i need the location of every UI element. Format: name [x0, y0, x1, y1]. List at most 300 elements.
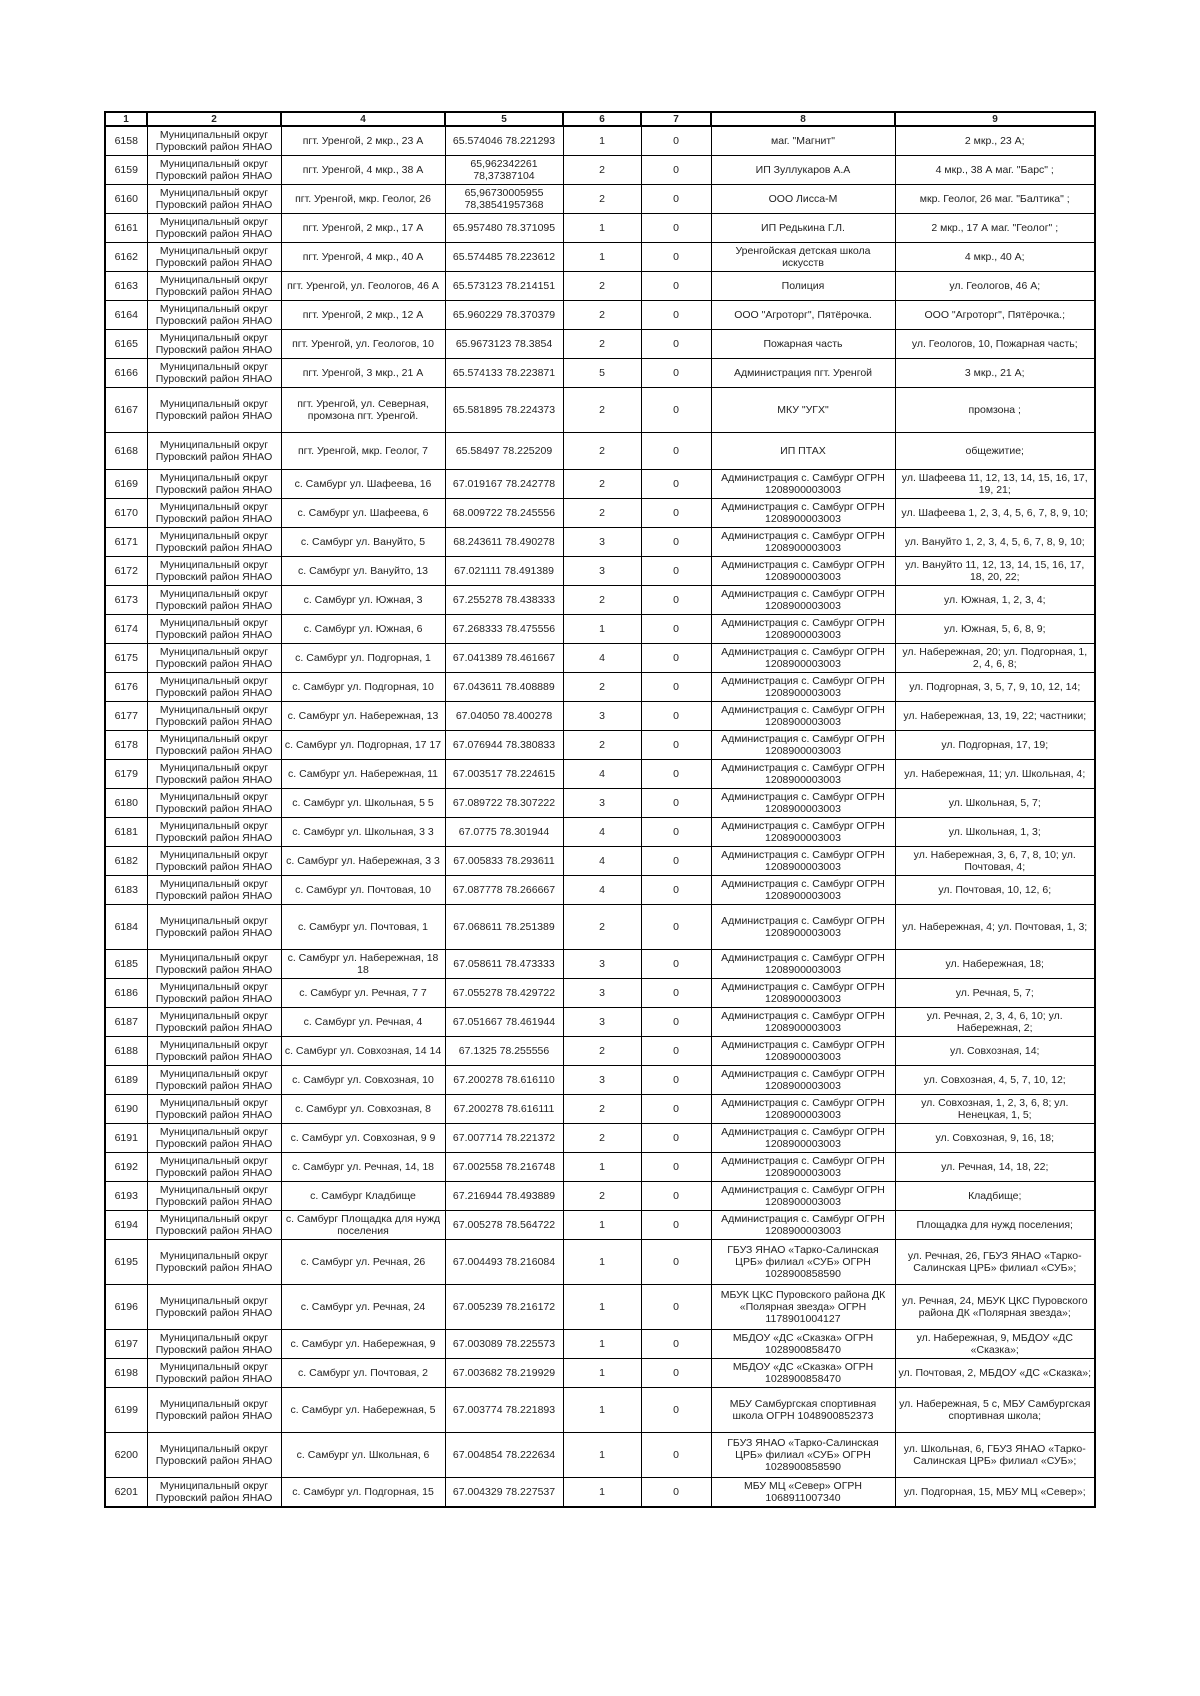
cell-municipality: Муниципальный округ Пуровский район ЯНАО [147, 702, 281, 731]
table-row [105, 214, 1095, 243]
cell-served-objects: ул. Геологов, 10, Пожарная часть; [895, 330, 1095, 359]
cell-served-objects: мкр. Геолог, 26 маг. "Балтика" ; [895, 185, 1095, 214]
cell-number: 6196 [105, 1285, 147, 1330]
cell-number: 6165 [105, 330, 147, 359]
cell-column-7: 0 [641, 214, 711, 243]
cell-column-7: 0 [641, 1240, 711, 1285]
cell-served-objects: ул. Подгорная, 15, МБУ МЦ «Север»; [895, 1478, 1095, 1508]
table-row [105, 1211, 1095, 1240]
cell-organization: Администрация с. Самбург ОГРН 1208900003003 [711, 876, 895, 905]
table-row [105, 979, 1095, 1008]
cell-served-objects: ул. Набережная, 3, 6, 7, 8, 10; ул. Почтовая, 4; [895, 847, 1095, 876]
table-row [105, 433, 1095, 470]
cell-column-6: 3 [563, 789, 641, 818]
cell-municipality: Муниципальный округ Пуровский район ЯНАО [147, 528, 281, 557]
cell-organization: Администрация с. Самбург ОГРН 1208900003003 [711, 673, 895, 702]
table-row [105, 586, 1095, 615]
cell-municipality: Муниципальный округ Пуровский район ЯНАО [147, 1153, 281, 1182]
cell-served-objects: 2 мкр., 17 А маг. "Геолог" ; [895, 214, 1095, 243]
cell-municipality: Муниципальный округ Пуровский район ЯНАО [147, 359, 281, 388]
cell-municipality: Муниципальный округ Пуровский район ЯНАО [147, 818, 281, 847]
cell-organization: Уренгойская детская школа искусств [711, 243, 895, 272]
cell-municipality: Муниципальный округ Пуровский район ЯНАО [147, 731, 281, 760]
cell-number: 6187 [105, 1008, 147, 1037]
cell-organization: Администрация с. Самбург ОГРН 1208900003003 [711, 528, 895, 557]
cell-column-6: 1 [563, 1211, 641, 1240]
cell-address: с. Самбург ул. Речная, 26 [281, 1240, 445, 1285]
cell-coordinates: 65.957480 78.371095 [445, 214, 563, 243]
table-row [105, 470, 1095, 499]
cell-served-objects: 3 мкр., 21 А; [895, 359, 1095, 388]
cell-municipality: Муниципальный округ Пуровский район ЯНАО [147, 1433, 281, 1478]
cell-column-6: 1 [563, 126, 641, 156]
header-row [105, 112, 1095, 126]
cell-number: 6173 [105, 586, 147, 615]
cell-column-6: 2 [563, 330, 641, 359]
cell-column-7: 0 [641, 1008, 711, 1037]
cell-number: 6172 [105, 557, 147, 586]
cell-column-6: 2 [563, 272, 641, 301]
cell-number: 6163 [105, 272, 147, 301]
cell-address: с. Самбург ул. Набережная, 9 [281, 1330, 445, 1359]
cell-coordinates: 67.04050 78.400278 [445, 702, 563, 731]
cell-organization: Пожарная часть [711, 330, 895, 359]
cell-number: 6194 [105, 1211, 147, 1240]
cell-column-6: 3 [563, 1066, 641, 1095]
cell-number: 6166 [105, 359, 147, 388]
cell-column-7: 0 [641, 673, 711, 702]
cell-address: с. Самбург ул. Школьная, 6 [281, 1433, 445, 1478]
cell-address: с. Самбург ул. Южная, 3 [281, 586, 445, 615]
table-body [105, 126, 1095, 1507]
cell-coordinates: 67.002558 78.216748 [445, 1153, 563, 1182]
cell-column-6: 1 [563, 214, 641, 243]
table-row [105, 1124, 1095, 1153]
cell-column-6: 2 [563, 499, 641, 528]
table-row [105, 731, 1095, 760]
cell-column-6: 2 [563, 156, 641, 185]
cell-served-objects: ул. Речная, 14, 18, 22; [895, 1153, 1095, 1182]
cell-municipality: Муниципальный округ Пуровский район ЯНАО [147, 615, 281, 644]
header-cell-8: 9 [895, 112, 1095, 126]
cell-column-7: 0 [641, 156, 711, 185]
cell-served-objects: ул. Совхозная, 1, 2, 3, 6, 8; ул. Ненецкая, 1, 5; [895, 1095, 1095, 1124]
cell-column-6: 4 [563, 818, 641, 847]
cell-served-objects: ул. Набережная, 11; ул. Школьная, 4; [895, 760, 1095, 789]
cell-organization: ООО Лисса-М [711, 185, 895, 214]
table-row [105, 388, 1095, 433]
cell-column-7: 0 [641, 528, 711, 557]
cell-address: с. Самбург ул. Совхозная, 9 9 [281, 1124, 445, 1153]
cell-address: пгт. Уренгой, 3 мкр., 21 А [281, 359, 445, 388]
cell-column-7: 0 [641, 243, 711, 272]
cell-column-6: 4 [563, 876, 641, 905]
cell-column-7: 0 [641, 702, 711, 731]
cell-organization: Администрация с. Самбург ОГРН 1208900003003 [711, 470, 895, 499]
cell-municipality: Муниципальный округ Пуровский район ЯНАО [147, 185, 281, 214]
cell-column-6: 3 [563, 979, 641, 1008]
cell-column-6: 3 [563, 528, 641, 557]
cell-organization: Администрация с. Самбург ОГРН 1208900003003 [711, 847, 895, 876]
cell-column-6: 4 [563, 760, 641, 789]
table-row [105, 905, 1095, 950]
cell-served-objects: ул. Школьная, 1, 3; [895, 818, 1095, 847]
cell-number: 6186 [105, 979, 147, 1008]
cell-organization: Администрация с. Самбург ОГРН 1208900003003 [711, 760, 895, 789]
cell-coordinates: 65.574046 78.221293 [445, 126, 563, 156]
cell-column-6: 1 [563, 1388, 641, 1433]
cell-served-objects: 2 мкр., 23 А; [895, 126, 1095, 156]
cell-organization: маг. "Магнит" [711, 126, 895, 156]
cell-coordinates: 67.200278 78.616111 [445, 1095, 563, 1124]
table-row [105, 330, 1095, 359]
cell-address: с. Самбург ул. Шафеева, 16 [281, 470, 445, 499]
cell-municipality: Муниципальный округ Пуровский район ЯНАО [147, 301, 281, 330]
cell-address: с. Самбург ул. Набережная, 11 [281, 760, 445, 789]
cell-coordinates: 67.076944 78.380833 [445, 731, 563, 760]
cell-municipality: Муниципальный округ Пуровский район ЯНАО [147, 272, 281, 301]
cell-column-7: 0 [641, 1124, 711, 1153]
cell-column-7: 0 [641, 330, 711, 359]
table-row [105, 1008, 1095, 1037]
cell-organization: Администрация с. Самбург ОГРН 1208900003003 [711, 1037, 895, 1066]
cell-coordinates: 67.058611 78.473333 [445, 950, 563, 979]
table-row [105, 359, 1095, 388]
cell-coordinates: 65,96730005955 78,38541957368 [445, 185, 563, 214]
cell-municipality: Муниципальный округ Пуровский район ЯНАО [147, 243, 281, 272]
cell-served-objects: 4 мкр., 38 А маг. "Барс" ; [895, 156, 1095, 185]
cell-served-objects: ул. Шафеева 11, 12, 13, 14, 15, 16, 17, 19, 21; [895, 470, 1095, 499]
table-row [105, 1066, 1095, 1095]
cell-organization: Администрация с. Самбург ОГРН 1208900003003 [711, 1153, 895, 1182]
cell-served-objects: ул. Речная, 5, 7; [895, 979, 1095, 1008]
cell-organization: Полиция [711, 272, 895, 301]
cell-organization: МКУ "УГХ" [711, 388, 895, 433]
cell-column-6: 1 [563, 1330, 641, 1359]
cell-municipality: Муниципальный округ Пуровский район ЯНАО [147, 1066, 281, 1095]
cell-municipality: Муниципальный округ Пуровский район ЯНАО [147, 979, 281, 1008]
cell-coordinates: 68.009722 78.245556 [445, 499, 563, 528]
cell-address: с. Самбург Кладбище [281, 1182, 445, 1211]
cell-coordinates: 67.003089 78.225573 [445, 1330, 563, 1359]
cell-served-objects: ул. Южная, 1, 2, 3, 4; [895, 586, 1095, 615]
cell-column-6: 1 [563, 1359, 641, 1388]
cell-coordinates: 67.051667 78.461944 [445, 1008, 563, 1037]
cell-served-objects: ул. Школьная, 6, ГБУЗ ЯНАО «Тарко-Салинская ЦРБ» филиал «СУБ»; [895, 1433, 1095, 1478]
cell-column-6: 2 [563, 1182, 641, 1211]
cell-number: 6199 [105, 1388, 147, 1433]
cell-column-7: 0 [641, 272, 711, 301]
cell-served-objects: 4 мкр., 40 А; [895, 243, 1095, 272]
cell-column-6: 2 [563, 1095, 641, 1124]
cell-served-objects: ул. Совхозная, 14; [895, 1037, 1095, 1066]
cell-address: пгт. Уренгой, 4 мкр., 40 А [281, 243, 445, 272]
cell-column-7: 0 [641, 1037, 711, 1066]
cell-address: пгт. Уренгой, 4 мкр., 38 А [281, 156, 445, 185]
cell-municipality: Муниципальный округ Пуровский район ЯНАО [147, 1008, 281, 1037]
cell-number: 6161 [105, 214, 147, 243]
cell-coordinates: 67.004493 78.216084 [445, 1240, 563, 1285]
cell-organization: Администрация с. Самбург ОГРН 1208900003003 [711, 950, 895, 979]
cell-municipality: Муниципальный округ Пуровский район ЯНАО [147, 1388, 281, 1433]
cell-municipality: Муниципальный округ Пуровский район ЯНАО [147, 557, 281, 586]
cell-coordinates: 65.573123 78.214151 [445, 272, 563, 301]
cell-number: 6171 [105, 528, 147, 557]
table-row [105, 789, 1095, 818]
cell-column-6: 2 [563, 905, 641, 950]
cell-organization: Администрация с. Самбург ОГРН 1208900003003 [711, 702, 895, 731]
cell-organization: Администрация с. Самбург ОГРН 1208900003003 [711, 615, 895, 644]
cell-municipality: Муниципальный округ Пуровский район ЯНАО [147, 760, 281, 789]
cell-column-6: 2 [563, 731, 641, 760]
cell-municipality: Муниципальный округ Пуровский район ЯНАО [147, 1359, 281, 1388]
cell-column-7: 0 [641, 905, 711, 950]
table-row [105, 1182, 1095, 1211]
cell-address: с. Самбург ул. Южная, 6 [281, 615, 445, 644]
cell-municipality: Муниципальный округ Пуровский район ЯНАО [147, 1124, 281, 1153]
cell-address: пгт. Уренгой, ул. Геологов, 46 А [281, 272, 445, 301]
cell-column-6: 5 [563, 359, 641, 388]
cell-column-7: 0 [641, 1211, 711, 1240]
cell-organization: МБДОУ «ДС «Сказка» ОГРН 1028900858470 [711, 1359, 895, 1388]
cell-column-6: 2 [563, 470, 641, 499]
table-row [105, 847, 1095, 876]
table-row [105, 301, 1095, 330]
cell-number: 6200 [105, 1433, 147, 1478]
table-row [105, 1359, 1095, 1388]
cell-organization: Администрация с. Самбург ОГРН 1208900003003 [711, 1124, 895, 1153]
cell-column-6: 1 [563, 615, 641, 644]
table-row [105, 760, 1095, 789]
cell-column-7: 0 [641, 818, 711, 847]
cell-number: 6162 [105, 243, 147, 272]
cell-column-6: 2 [563, 586, 641, 615]
cell-coordinates: 67.268333 78.475556 [445, 615, 563, 644]
cell-column-6: 3 [563, 702, 641, 731]
cell-municipality: Муниципальный округ Пуровский район ЯНАО [147, 1285, 281, 1330]
cell-column-7: 0 [641, 979, 711, 1008]
cell-organization: Администрация с. Самбург ОГРН 1208900003003 [711, 557, 895, 586]
cell-served-objects: ул. Речная, 2, 3, 4, 6, 10; ул. Набережная, 2; [895, 1008, 1095, 1037]
cell-address: с. Самбург ул. Подгорная, 17 17 [281, 731, 445, 760]
cell-number: 6168 [105, 433, 147, 470]
cell-organization: Администрация с. Самбург ОГРН 1208900003003 [711, 979, 895, 1008]
cell-number: 6179 [105, 760, 147, 789]
cell-served-objects: ул. Подгорная, 17, 19; [895, 731, 1095, 760]
cell-served-objects: ул. Вануйто 11, 12, 13, 14, 15, 16, 17, 18, 20, 22; [895, 557, 1095, 586]
table-row [105, 528, 1095, 557]
cell-coordinates: 65.960229 78.370379 [445, 301, 563, 330]
cell-number: 6175 [105, 644, 147, 673]
cell-served-objects: общежитие; [895, 433, 1095, 470]
cell-address: с. Самбург ул. Набережная, 13 [281, 702, 445, 731]
cell-municipality: Муниципальный округ Пуровский район ЯНАО [147, 1240, 281, 1285]
cell-column-6: 4 [563, 847, 641, 876]
cell-column-6: 3 [563, 1008, 641, 1037]
cell-number: 6164 [105, 301, 147, 330]
cell-municipality: Муниципальный округ Пуровский район ЯНАО [147, 1330, 281, 1359]
table-row [105, 818, 1095, 847]
cell-municipality: Муниципальный округ Пуровский район ЯНАО [147, 1037, 281, 1066]
cell-address: пгт. Уренгой, мкр. Геолог, 7 [281, 433, 445, 470]
cell-coordinates: 67.005239 78.216172 [445, 1285, 563, 1330]
cell-coordinates: 65.574485 78.223612 [445, 243, 563, 272]
cell-coordinates: 67.005833 78.293611 [445, 847, 563, 876]
table-row [105, 185, 1095, 214]
cell-municipality: Муниципальный округ Пуровский район ЯНАО [147, 1478, 281, 1508]
cell-coordinates: 67.216944 78.493889 [445, 1182, 563, 1211]
cell-coordinates: 67.089722 78.307222 [445, 789, 563, 818]
cell-column-6: 2 [563, 673, 641, 702]
table-row [105, 950, 1095, 979]
cell-number: 6189 [105, 1066, 147, 1095]
cell-coordinates: 67.068611 78.251389 [445, 905, 563, 950]
cell-served-objects: ул. Вануйто 1, 2, 3, 4, 5, 6, 7, 8, 9, 10; [895, 528, 1095, 557]
cell-column-6: 2 [563, 1037, 641, 1066]
cell-number: 6192 [105, 1153, 147, 1182]
table-row [105, 644, 1095, 673]
cell-column-7: 0 [641, 126, 711, 156]
cell-column-7: 0 [641, 1095, 711, 1124]
cell-number: 6181 [105, 818, 147, 847]
cell-column-7: 0 [641, 1433, 711, 1478]
table-row [105, 557, 1095, 586]
cell-organization: ГБУЗ ЯНАО «Тарко-Салинская ЦРБ» филиал «СУБ» ОГРН 1028900858590 [711, 1240, 895, 1285]
cell-served-objects: ул. Школьная, 5, 7; [895, 789, 1095, 818]
cell-organization: ООО "Агроторг", Пятёрочка. [711, 301, 895, 330]
cell-column-7: 0 [641, 1285, 711, 1330]
cell-municipality: Муниципальный округ Пуровский район ЯНАО [147, 847, 281, 876]
cell-address: с. Самбург ул. Речная, 4 [281, 1008, 445, 1037]
cell-served-objects: ул. Набережная, 20; ул. Подгорная, 1, 2, 4, 6, 8; [895, 644, 1095, 673]
cell-column-7: 0 [641, 1330, 711, 1359]
cell-coordinates: 67.255278 78.438333 [445, 586, 563, 615]
cell-municipality: Муниципальный округ Пуровский район ЯНАО [147, 789, 281, 818]
cell-coordinates: 67.003682 78.219929 [445, 1359, 563, 1388]
cell-served-objects: Площадка для нужд поселения; [895, 1211, 1095, 1240]
table-row [105, 1095, 1095, 1124]
cell-column-7: 0 [641, 185, 711, 214]
cell-address: с. Самбург ул. Совхозная, 8 [281, 1095, 445, 1124]
table-row [105, 499, 1095, 528]
cell-municipality: Муниципальный округ Пуровский район ЯНАО [147, 156, 281, 185]
cell-address: пгт. Уренгой, 2 мкр., 17 А [281, 214, 445, 243]
cell-number: 6170 [105, 499, 147, 528]
cell-address: с. Самбург ул. Почтовая, 10 [281, 876, 445, 905]
cell-municipality: Муниципальный округ Пуровский район ЯНАО [147, 586, 281, 615]
cell-served-objects: ул. Почтовая, 10, 12, 6; [895, 876, 1095, 905]
cell-served-objects: ул. Почтовая, 2, МБДОУ «ДС «Сказка»; [895, 1359, 1095, 1388]
cell-municipality: Муниципальный округ Пуровский район ЯНАО [147, 214, 281, 243]
cell-column-6: 2 [563, 433, 641, 470]
table-row [105, 1433, 1095, 1478]
cell-coordinates: 67.003774 78.221893 [445, 1388, 563, 1433]
cell-municipality: Муниципальный округ Пуровский район ЯНАО [147, 950, 281, 979]
cell-served-objects: ул. Геологов, 46 А; [895, 272, 1095, 301]
cell-column-7: 0 [641, 789, 711, 818]
table-row [105, 1478, 1095, 1508]
cell-address: с. Самбург ул. Вануйто, 13 [281, 557, 445, 586]
cell-column-7: 0 [641, 557, 711, 586]
cell-organization: МБУ Самбургская спортивная школа ОГРН 1048900852373 [711, 1388, 895, 1433]
cell-coordinates: 67.003517 78.224615 [445, 760, 563, 789]
cell-served-objects: ул. Набережная, 4; ул. Почтовая, 1, 3; [895, 905, 1095, 950]
cell-number: 6169 [105, 470, 147, 499]
cell-organization: Администрация с. Самбург ОГРН 1208900003003 [711, 1211, 895, 1240]
cell-column-6: 1 [563, 1240, 641, 1285]
cell-municipality: Муниципальный округ Пуровский район ЯНАО [147, 673, 281, 702]
cell-column-6: 4 [563, 644, 641, 673]
cell-address: пгт. Уренгой, ул. Геологов, 10 [281, 330, 445, 359]
cell-coordinates: 67.200278 78.616110 [445, 1066, 563, 1095]
cell-organization: МБУК ЦКС Пуровского района ДК «Полярная звезда» ОГРН 1178901004127 [711, 1285, 895, 1330]
cell-municipality: Муниципальный округ Пуровский район ЯНАО [147, 126, 281, 156]
cell-column-6: 3 [563, 557, 641, 586]
header-cell-5: 6 [563, 112, 641, 126]
cell-column-6: 2 [563, 301, 641, 330]
cell-number: 6167 [105, 388, 147, 433]
table-row [105, 243, 1095, 272]
cell-coordinates: 67.004854 78.222634 [445, 1433, 563, 1478]
cell-column-7: 0 [641, 388, 711, 433]
cell-column-7: 0 [641, 499, 711, 528]
cell-column-7: 0 [641, 950, 711, 979]
cell-address: пгт. Уренгой, 2 мкр., 12 А [281, 301, 445, 330]
header-cell-2: 2 [147, 112, 281, 126]
cell-address: с. Самбург ул. Набережная, 5 [281, 1388, 445, 1433]
table-row [105, 272, 1095, 301]
table-row [105, 126, 1095, 156]
cell-column-7: 0 [641, 433, 711, 470]
header-cell-3: 4 [281, 112, 445, 126]
table-row [105, 1153, 1095, 1182]
cell-coordinates: 67.041389 78.461667 [445, 644, 563, 673]
cell-municipality: Муниципальный округ Пуровский район ЯНАО [147, 433, 281, 470]
cell-served-objects: ул. Речная, 26, ГБУЗ ЯНАО «Тарко-Салинская ЦРБ» филиал «СУБ»; [895, 1240, 1095, 1285]
table-row [105, 1037, 1095, 1066]
cell-served-objects: ООО "Агроторг", Пятёрочка.; [895, 301, 1095, 330]
cell-address: с. Самбург ул. Вануйто, 5 [281, 528, 445, 557]
table-row [105, 876, 1095, 905]
cell-column-7: 0 [641, 586, 711, 615]
cell-coordinates: 67.007714 78.221372 [445, 1124, 563, 1153]
cell-address: пгт. Уренгой, мкр. Геолог, 26 [281, 185, 445, 214]
cell-number: 6180 [105, 789, 147, 818]
cell-organization: ИП Зуллукаров А.А [711, 156, 895, 185]
cell-number: 6176 [105, 673, 147, 702]
cell-coordinates: 65.574133 78.223871 [445, 359, 563, 388]
cell-address: с. Самбург ул. Совхозная, 14 14 [281, 1037, 445, 1066]
cell-column-7: 0 [641, 847, 711, 876]
cell-municipality: Муниципальный округ Пуровский район ЯНАО [147, 905, 281, 950]
cell-coordinates: 67.005278 78.564722 [445, 1211, 563, 1240]
cell-municipality: Муниципальный округ Пуровский район ЯНАО [147, 330, 281, 359]
table-header [105, 112, 1095, 126]
cell-number: 6178 [105, 731, 147, 760]
cell-organization: Администрация с. Самбург ОГРН 1208900003003 [711, 1008, 895, 1037]
cell-address: с. Самбург Площадка для нужд поселения [281, 1211, 445, 1240]
cell-coordinates: 67.1325 78.255556 [445, 1037, 563, 1066]
cell-number: 6195 [105, 1240, 147, 1285]
cell-address: пгт. Уренгой, ул. Северная, промзона пгт. Уренгой. [281, 388, 445, 433]
cell-coordinates: 65.9673123 78.3854 [445, 330, 563, 359]
cell-served-objects: ул. Набережная, 9, МБДОУ «ДС «Сказка»; [895, 1330, 1095, 1359]
cell-number: 6197 [105, 1330, 147, 1359]
cell-organization: ГБУЗ ЯНАО «Тарко-Салинская ЦРБ» филиал «СУБ» ОГРН 1028900858590 [711, 1433, 895, 1478]
table-row [105, 1285, 1095, 1330]
cell-served-objects: промзона ; [895, 388, 1095, 433]
cell-column-7: 0 [641, 359, 711, 388]
